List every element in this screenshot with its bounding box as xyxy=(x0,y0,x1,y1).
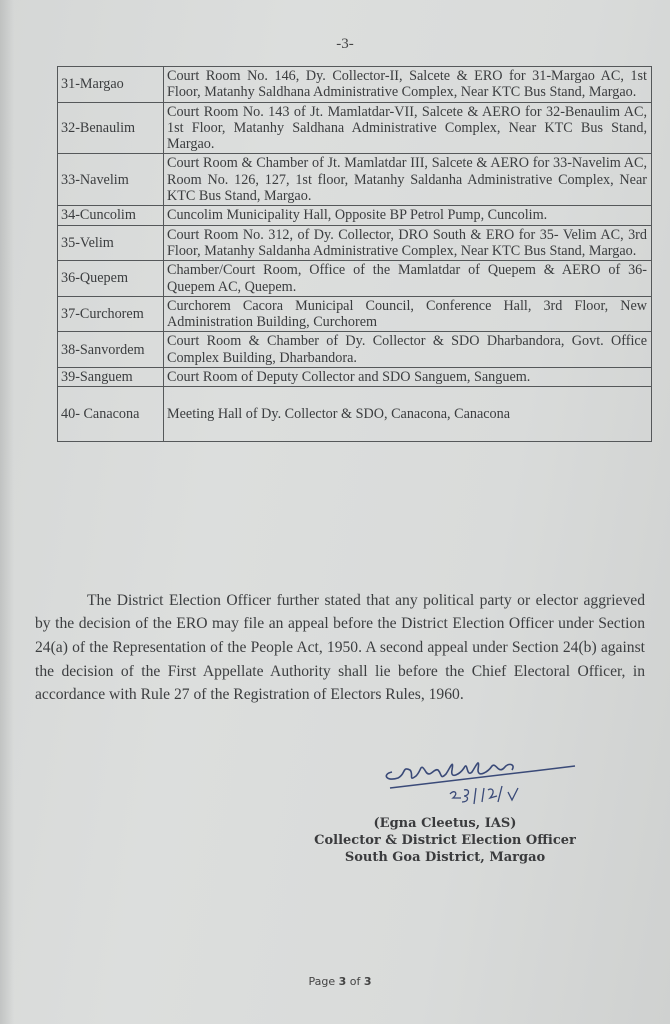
page-shadow xyxy=(0,0,14,1024)
table-row xyxy=(58,102,652,154)
hearing-location: Chamber/Court Room, Office of the Mamlatdar of Quepem & AERO of 36-Quepem AC, Quepem. xyxy=(164,261,652,297)
hearing-location: Court Room No. 143 of Jt. Mamlatdar-VII, Salcete & AERO for 32-Benaulim AC, 1st Floor, Matanhy Saldhana Administrative Complex, Near KTC Bus Stand, Margao. xyxy=(164,102,652,154)
table-row xyxy=(58,261,652,297)
signatory-name: (Egna Cleetus, IAS) xyxy=(373,816,517,831)
hearing-location: Court Room & Chamber of Jt. Mamlatdar III, Salcete & AERO for 33-Navelim AC, Room No. 126, 127, 1st floor, Matanhy Saldanha Administrative Complex, Near KTC Bus Stand, Margao. xyxy=(164,154,652,206)
assembly-constituency: 37-Curchorem xyxy=(58,296,164,332)
table-row xyxy=(58,154,652,206)
table-row xyxy=(58,332,652,368)
hearing-location: Court Room of Deputy Collector and SDO Sanguem, Sanguem. xyxy=(164,368,652,387)
ero-location-table xyxy=(57,66,652,442)
assembly-constituency: 33-Navelim xyxy=(58,154,164,206)
table-row xyxy=(58,387,652,442)
hearing-location: Cuncolim Municipality Hall, Opposite BP Petrol Pump, Cuncolim. xyxy=(164,206,652,225)
assembly-constituency: 35-Velim xyxy=(58,225,164,261)
hearing-location: Court Room No. 146, Dy. Collector-II, Salcete & ERO for 31-Margao AC, 1st Floor, Matanhy Saldhana Administrative Complex, Near KTC Bus Stand, Margao. xyxy=(164,67,652,103)
assembly-constituency: 36-Quepem xyxy=(58,261,164,297)
footer-current-page: 3 xyxy=(338,975,347,988)
assembly-constituency: 40- Canacona xyxy=(58,387,164,442)
assembly-constituency: 38-Sanvordem xyxy=(58,332,164,368)
hearing-location: Court Room No. 312, of Dy. Collector, DRO South & ERO for 35- Velim AC, 3rd Floor, Matanhy Saldanha Administrative Complex, Near KTC Bus Stand, Margao. xyxy=(164,225,652,261)
footer-of-word: of xyxy=(349,975,361,988)
page-number-header: -3- xyxy=(336,36,354,52)
hearing-location: Meeting Hall of Dy. Collector & SDO, Canacona, Canacona xyxy=(164,387,652,442)
signatory-block xyxy=(270,815,620,866)
assembly-constituency: 34-Cuncolim xyxy=(58,206,164,225)
appeal-paragraph: The District Election Officer further stated that any political party or elector aggrieved by the decision of the ERO may file an appeal before the District Election Officer under Section 24(a) of the Representation of the People Act, 1950. A second appeal under Section 24(b) against the decision of the First Appellate Authority shall lie before the Chief Electoral Officer, in accordance with Rule 27 of the Registration of Electors Rules, 1960. xyxy=(35,591,645,704)
hearing-location: Curchorem Cacora Municipal Council, Conference Hall, 3rd Floor, New Administration Building, Curchorem xyxy=(164,296,652,332)
table-row xyxy=(58,225,652,261)
assembly-constituency: 39-Sanguem xyxy=(58,368,164,387)
handwritten-signature-icon xyxy=(380,752,590,812)
hearing-location: Court Room & Chamber of Dy. Collector & SDO Dharbandora, Govt. Office Complex Building, Dharbandora. xyxy=(164,332,652,368)
page-footer xyxy=(0,975,670,988)
footer-page-word: Page xyxy=(308,975,336,988)
signatory-office: South Goa District, Margao xyxy=(344,850,546,865)
table-row xyxy=(58,296,652,332)
table-row xyxy=(58,368,652,387)
table-row xyxy=(58,206,652,225)
assembly-constituency: 31-Margao xyxy=(58,67,164,103)
footer-total-pages: 3 xyxy=(363,975,372,988)
assembly-constituency: 32-Benaulim xyxy=(58,102,164,154)
signatory-designation: Collector & District Election Officer xyxy=(314,833,576,848)
table-row xyxy=(58,67,652,103)
